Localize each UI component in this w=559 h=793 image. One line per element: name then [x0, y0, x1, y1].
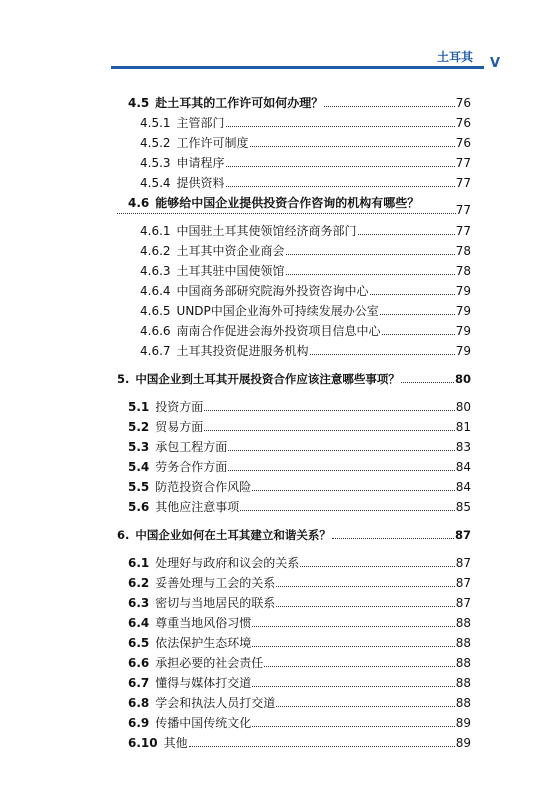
toc-section-title: 土耳其投资促进服务机构: [176, 344, 309, 358]
toc-entry[interactable]: [140, 116, 471, 130]
toc-entry[interactable]: [117, 372, 471, 386]
toc-section-title: 能够给中国企业提供投资合作咨询的机构有哪些？: [155, 196, 420, 210]
dot-leader: [264, 657, 454, 667]
toc-overflow-leader: [117, 203, 471, 217]
toc-section-number: 4.6.3: [140, 264, 171, 278]
toc-section-number: 4.5: [128, 96, 150, 110]
toc-page-number[interactable]: 87: [455, 596, 471, 610]
dot-leader: [252, 637, 454, 647]
toc-page-number[interactable]: 87: [455, 556, 471, 570]
toc-entry[interactable]: [140, 304, 471, 318]
toc-section-number: 4.5.2: [140, 136, 171, 150]
toc-page-number[interactable]: 79: [455, 324, 471, 338]
toc-section-title: 南南合作促进会海外投资项目信息中心: [176, 324, 381, 338]
toc-section-number: 5.: [117, 372, 130, 386]
dot-leader: [276, 597, 454, 607]
toc-section-title: 密切与当地居民的联系: [155, 596, 276, 610]
toc-section-title: UNDP中国企业海外可持续发展办公室: [176, 304, 379, 318]
toc-section-number: 6.9: [128, 716, 150, 730]
toc-entry[interactable]: [128, 500, 471, 514]
toc-section-number: 5.3: [128, 440, 150, 454]
dot-leader: [117, 204, 456, 214]
toc-page-number[interactable]: 77: [455, 176, 471, 190]
toc-entry[interactable]: [140, 264, 471, 278]
dot-leader: [380, 305, 455, 315]
toc-section-title: 尊重当地风俗习惯: [155, 616, 252, 630]
toc-section-title: 中国驻土耳其使领馆经济商务部门: [176, 224, 357, 238]
toc-section-title: 主管部门: [176, 116, 225, 130]
toc-entry[interactable]: [128, 556, 471, 570]
toc-page-number[interactable]: 79: [455, 284, 471, 298]
toc-page-number[interactable]: 88: [455, 616, 471, 630]
toc-entry[interactable]: [140, 324, 471, 338]
toc-entry[interactable]: [128, 400, 471, 414]
toc-section-title: 中国企业到土耳其开展投资合作应该注意哪些事项？: [135, 372, 400, 386]
toc-page-number[interactable]: 89: [455, 736, 471, 750]
toc-section-title: 依法保护生态环境: [155, 636, 252, 650]
toc-entry[interactable]: [128, 96, 471, 110]
toc-section-number: 5.2: [128, 420, 150, 434]
toc-section-number: 4.5.3: [140, 156, 171, 170]
toc-section-title: 防范投资合作风险: [155, 480, 252, 494]
toc-entry[interactable]: [128, 636, 471, 650]
dot-leader: [310, 345, 455, 355]
toc-section-title: 处理好与政府和议会的关系: [155, 556, 300, 570]
toc-section-number: 4.5.1: [140, 116, 171, 130]
toc-section-title: 承包工程方面: [155, 440, 228, 454]
dot-leader: [228, 441, 454, 451]
dot-leader: [226, 157, 455, 167]
dot-leader: [324, 97, 454, 107]
toc-section-title: 学会和执法人员打交道: [155, 696, 276, 710]
toc-entry[interactable]: [128, 696, 471, 710]
toc-entry[interactable]: [140, 224, 471, 238]
toc-page-number[interactable]: 84: [455, 460, 471, 474]
dot-leader: [189, 737, 455, 747]
dot-leader: [276, 697, 454, 707]
toc-page-number[interactable]: 87: [455, 576, 471, 590]
toc-section-title: 其他: [163, 736, 188, 750]
dot-leader: [204, 421, 454, 431]
toc-section-title: 投资方面: [155, 400, 204, 414]
toc-page-number[interactable]: 77: [455, 224, 471, 238]
dot-leader: [286, 265, 455, 275]
toc-section-number: 6.8: [128, 696, 150, 710]
toc-page-number[interactable]: 76: [455, 136, 471, 150]
toc-section-title: 中国企业如何在土耳其建立和谐关系？: [135, 528, 331, 542]
toc-page-number[interactable]: 83: [455, 440, 471, 454]
toc-section-number: 5.5: [128, 480, 150, 494]
toc-section-title: 赴土耳其的工作许可如何办理？: [155, 96, 324, 110]
toc-section-number: 4.6.4: [140, 284, 171, 298]
toc-section-number: 4.5.4: [140, 176, 171, 190]
toc-section-number: 6.: [117, 528, 130, 542]
toc-section-title: 懂得与媒体打交道: [155, 676, 252, 690]
toc-page-number[interactable]: 87: [454, 528, 471, 542]
toc-section-title: 劳务合作方面: [155, 460, 228, 474]
dot-leader: [286, 245, 455, 255]
toc-section-number: 4.6: [128, 196, 150, 210]
toc-entry[interactable]: [128, 440, 471, 454]
dot-leader: [240, 501, 454, 511]
dot-leader: [370, 285, 455, 295]
dot-leader: [204, 401, 454, 411]
toc-section-title: 工作许可制度: [176, 136, 249, 150]
dot-leader: [252, 481, 454, 491]
toc-page-number[interactable]: 76: [455, 116, 471, 130]
toc-section-number: 6.6: [128, 656, 150, 670]
toc-entry[interactable]: [128, 596, 471, 610]
dot-leader: [300, 557, 454, 567]
toc-page-number[interactable]: 77: [455, 156, 471, 170]
toc-page-number[interactable]: 88: [455, 676, 471, 690]
toc-entry[interactable]: [140, 176, 471, 190]
dot-leader: [382, 325, 455, 335]
toc-page-number[interactable]: 84: [455, 480, 471, 494]
dot-leader: [226, 117, 455, 127]
toc-section-title: 土耳其中资企业商会: [176, 244, 285, 258]
toc-page-number[interactable]: 89: [455, 716, 471, 730]
toc-entry[interactable]: [140, 284, 471, 298]
toc-page-number[interactable]: 80: [454, 372, 471, 386]
dot-leader: [252, 717, 454, 727]
toc-page-number[interactable]: 77: [455, 203, 471, 217]
toc-section-number: 6.5: [128, 636, 150, 650]
toc-section-title: 传播中国传统文化: [155, 716, 252, 730]
toc-section-number: 5.1: [128, 400, 150, 414]
toc-section-title: 申请程序: [176, 156, 225, 170]
toc-entry[interactable]: [128, 460, 471, 474]
toc-section-number: 6.4: [128, 616, 150, 630]
toc-section-number: 4.6.5: [140, 304, 171, 318]
toc-section-number: 6.10: [128, 736, 158, 750]
dot-leader: [276, 577, 454, 587]
toc-page-number[interactable]: 78: [455, 244, 471, 258]
toc-page-number[interactable]: 81: [455, 420, 471, 434]
toc-entry[interactable]: [128, 736, 471, 750]
toc-page-number[interactable]: 76: [455, 96, 471, 110]
toc-section-title: 提供资料: [176, 176, 225, 190]
toc-page-number[interactable]: 79: [455, 304, 471, 318]
toc-entry[interactable]: [140, 136, 471, 150]
toc-section-number: 6.2: [128, 576, 150, 590]
toc-entry[interactable]: [128, 656, 471, 670]
toc-page-number[interactable]: 88: [455, 696, 471, 710]
toc-section-title: 贸易方面: [155, 420, 204, 434]
dot-leader: [332, 529, 454, 539]
toc-section-title: 承担必要的社会责任: [155, 656, 264, 670]
toc-section-title: 其他应注意事项: [155, 500, 240, 514]
toc-section-number: 4.6.1: [140, 224, 171, 238]
toc-entry[interactable]: [128, 676, 471, 690]
page-number: V: [490, 56, 501, 71]
toc-section-title: 妥善处理与工会的关系: [155, 576, 276, 590]
dot-leader: [252, 677, 454, 687]
toc-page-number[interactable]: 79: [455, 344, 471, 358]
toc-section-number: 5.6: [128, 500, 150, 514]
toc-section-number: 4.6.2: [140, 244, 171, 258]
toc-entry[interactable]: [140, 156, 471, 170]
header-title: 土耳其: [436, 50, 473, 64]
dot-leader: [228, 461, 454, 471]
dot-leader: [252, 617, 454, 627]
dot-leader: [401, 373, 454, 383]
toc-section-number: 5.4: [128, 460, 150, 474]
toc-entry[interactable]: [128, 480, 471, 494]
dot-leader: [250, 137, 455, 147]
toc-section-title: 中国商务部研究院海外投资咨询中心: [176, 284, 369, 298]
toc-page-number[interactable]: 88: [455, 636, 471, 650]
dot-leader: [226, 177, 455, 187]
toc-section-title: 土耳其驻中国使领馆: [176, 264, 285, 278]
toc-entry[interactable]: [128, 716, 471, 730]
toc-section-number: 6.3: [128, 596, 150, 610]
dot-leader: [358, 225, 455, 235]
toc-entry[interactable]: [140, 244, 471, 258]
toc-entry[interactable]: [117, 528, 471, 542]
toc-entry[interactable]: [128, 616, 471, 630]
toc-page-number[interactable]: 85: [455, 500, 471, 514]
toc-section-number: 4.6.7: [140, 344, 171, 358]
toc-page-number[interactable]: 88: [455, 656, 471, 670]
toc-section-number: 6.7: [128, 676, 150, 690]
toc-page-number[interactable]: 78: [455, 264, 471, 278]
toc-entry[interactable]: [128, 420, 471, 434]
toc-section-number: 4.6.6: [140, 324, 171, 338]
header-rule: [111, 66, 484, 69]
toc-page-number[interactable]: 80: [455, 400, 471, 414]
toc-section-number: 6.1: [128, 556, 150, 570]
toc-entry[interactable]: [140, 344, 471, 358]
toc-entry[interactable]: [128, 576, 471, 590]
